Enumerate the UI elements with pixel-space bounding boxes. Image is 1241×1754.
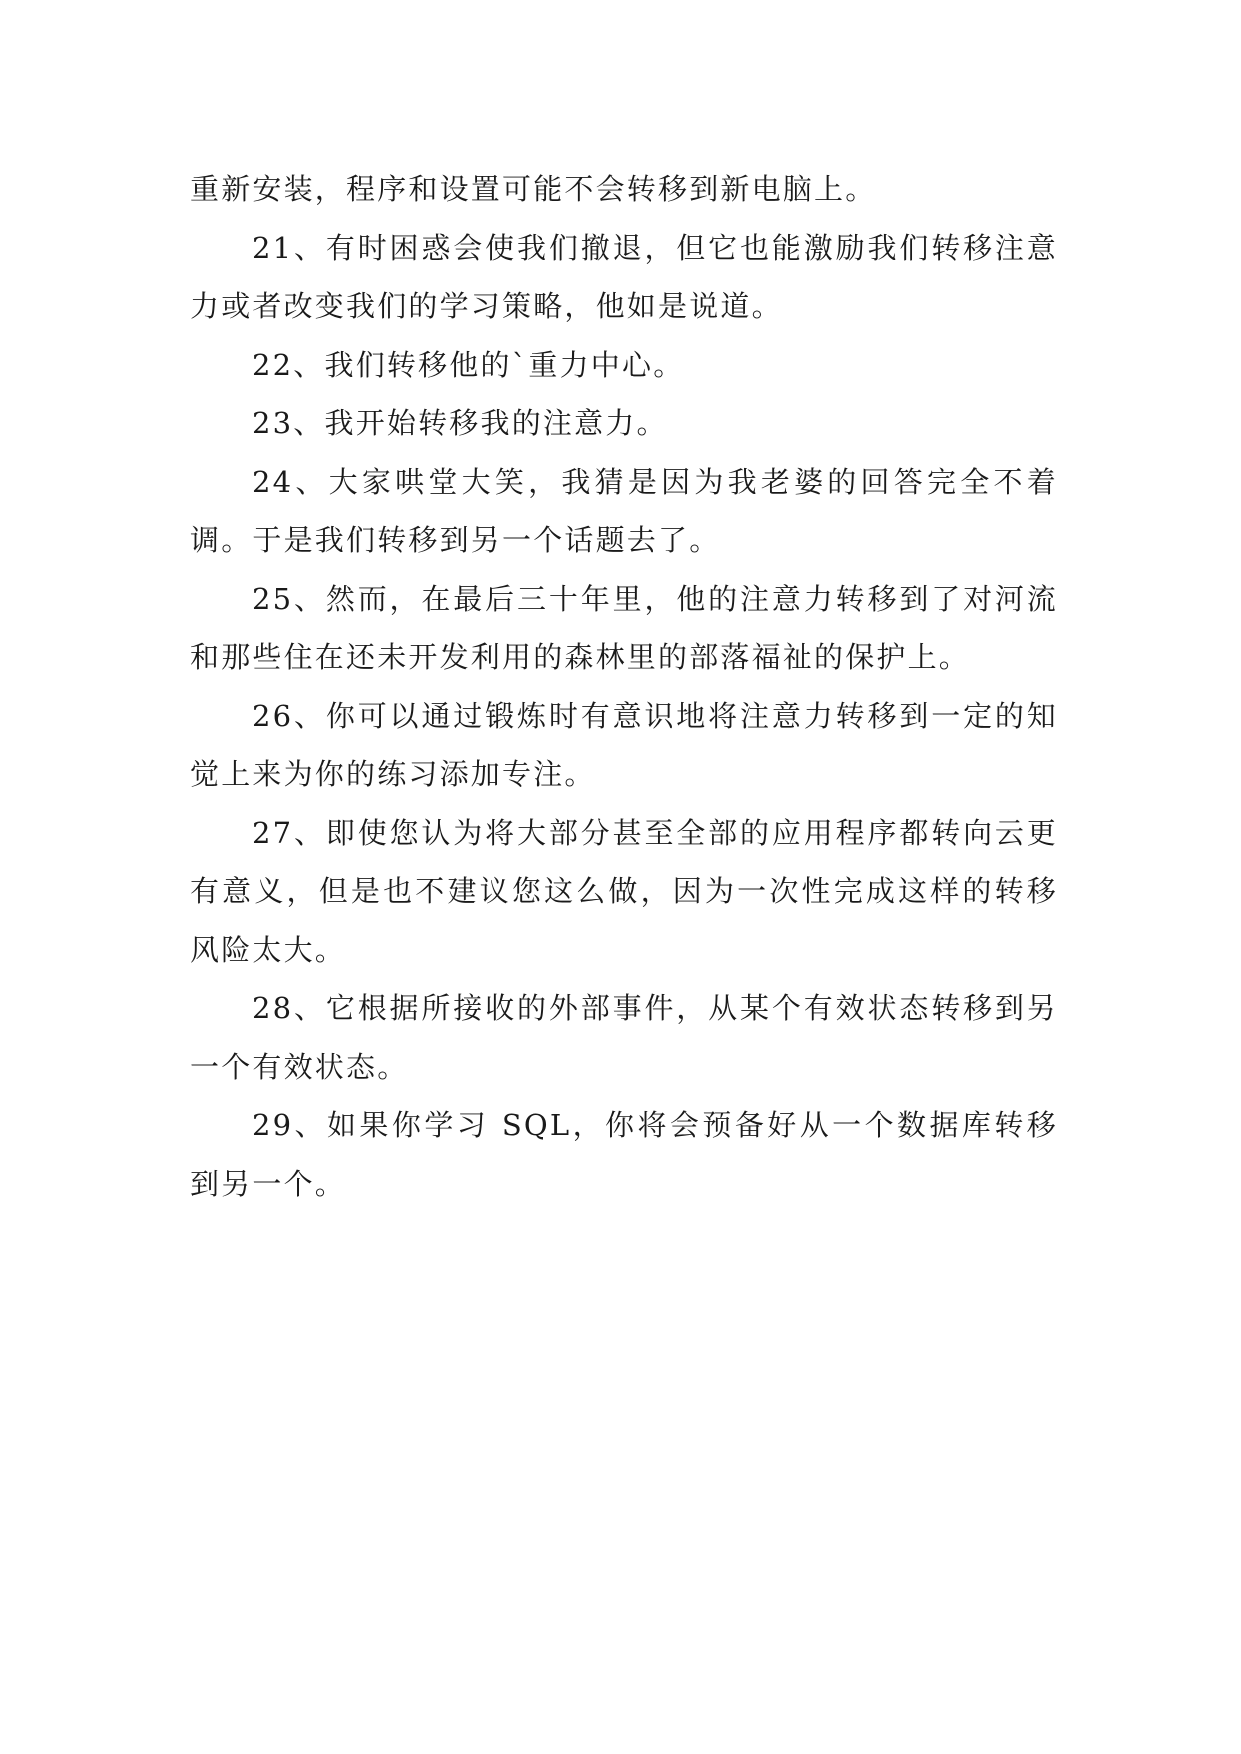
paragraph: 24、大家哄堂大笑，我猜是因为我老婆的回答完全不着调。于是我们转移到另一个话题去了。: [190, 464, 1058, 557]
paragraph: 重新安装，程序和设置可能不会转移到新电脑上。: [190, 172, 877, 206]
paragraph: 25、然而，在最后三十年里，他的注意力转移到了对河流和那些住在还未开发利用的森林里的部落福祉的保护上。: [190, 581, 1058, 674]
paragraph: 29、如果你学习 SQL，你将会预备好从一个数据库转移到另一个。: [190, 1108, 1058, 1201]
paragraph: 28、它根据所接收的外部事件，从某个有效状态转移到另一个有效状态。: [190, 991, 1058, 1084]
paragraph: 23、我开始转移我的注意力。: [252, 406, 668, 440]
paragraph: 27、即使您认为将大部分甚至全部的应用程序都转向云更有意义，但是也不建议您这么做，因为一次性完成这样的转移风险太大。: [190, 815, 1058, 967]
paragraph: 26、你可以通过锻炼时有意识地将注意力转移到一定的知觉上来为你的练习添加专注。: [190, 698, 1058, 791]
paragraph: 22、我们转移他的`重力中心。: [252, 347, 685, 382]
paragraph: 21、有时困惑会使我们撤退，但它也能激励我们转移注意力或者改变我们的学习策略，他如是说道。: [190, 230, 1058, 323]
document-body: [190, 160, 1058, 1213]
